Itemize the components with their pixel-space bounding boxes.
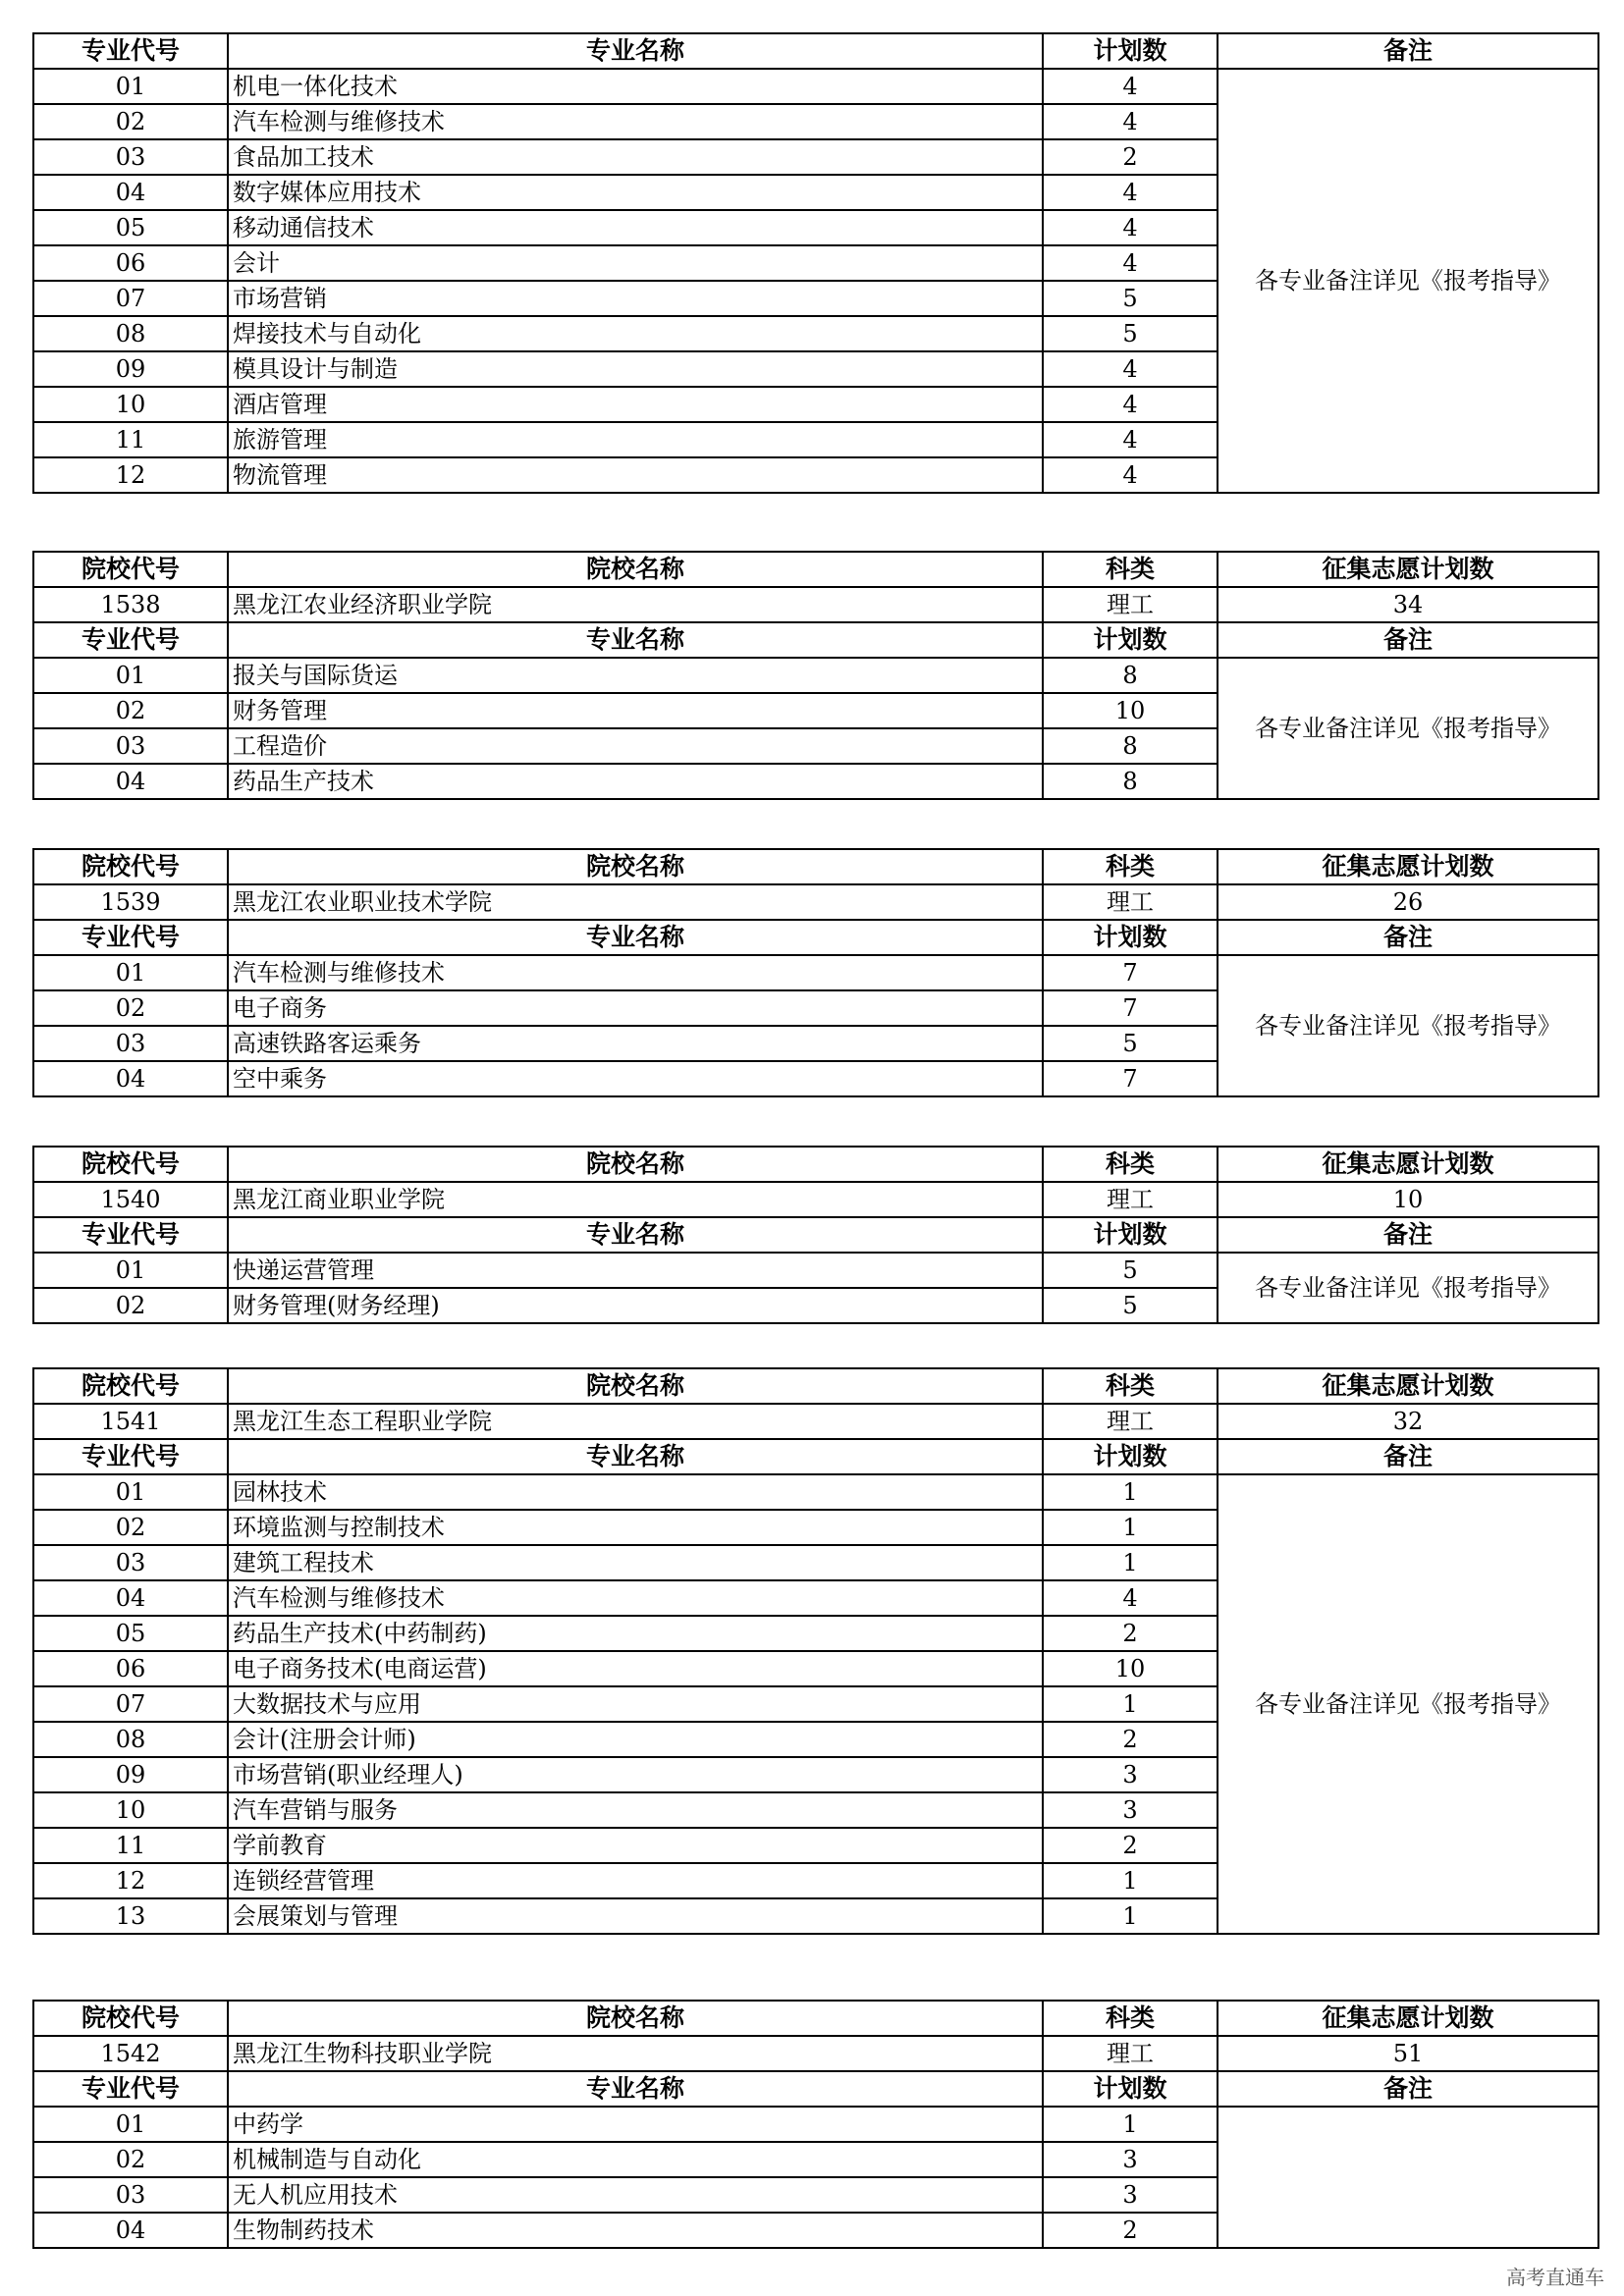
major-name: 酒店管理 — [228, 387, 1043, 422]
major-plan: 4 — [1043, 175, 1218, 210]
school-row — [33, 2036, 1598, 2071]
school-block — [32, 32, 1599, 494]
major-code-header: 专业代号 — [33, 2071, 228, 2107]
school-code-header: 院校代号 — [33, 1368, 228, 1404]
school-category: 理工 — [1043, 587, 1218, 622]
major-name: 大数据技术与应用 — [228, 1686, 1043, 1722]
major-row — [33, 2107, 1598, 2142]
major-plan: 4 — [1043, 351, 1218, 387]
major-header-row — [33, 1217, 1598, 1253]
plan-count-header: 计划数 — [1043, 1439, 1218, 1474]
major-plan: 1 — [1043, 1474, 1218, 1510]
school-code-header: 院校代号 — [33, 2001, 228, 2036]
major-plan: 1 — [1043, 1686, 1218, 1722]
school-name: 黑龙江农业职业技术学院 — [228, 884, 1043, 920]
major-code: 04 — [33, 1061, 228, 1096]
school-plan-total: 26 — [1218, 884, 1598, 920]
major-name-header: 专业名称 — [228, 622, 1043, 658]
school-name-header: 院校名称 — [228, 849, 1043, 884]
major-plan: 8 — [1043, 764, 1218, 799]
school-code-header: 院校代号 — [33, 552, 228, 587]
major-code: 01 — [33, 658, 228, 693]
major-name: 市场营销 — [228, 281, 1043, 316]
school-header-row — [33, 1368, 1598, 1404]
major-header-row — [33, 1439, 1598, 1474]
major-code: 07 — [33, 1686, 228, 1722]
major-plan: 10 — [1043, 1651, 1218, 1686]
major-code: 01 — [33, 1474, 228, 1510]
major-plan: 1 — [1043, 1545, 1218, 1580]
school-block — [32, 848, 1599, 1097]
major-header-row — [33, 622, 1598, 658]
school-plan-total: 51 — [1218, 2036, 1598, 2071]
school-header-row — [33, 2001, 1598, 2036]
school-name: 黑龙江商业职业学院 — [228, 1182, 1043, 1217]
major-plan: 8 — [1043, 658, 1218, 693]
major-name: 汽车检测与维修技术 — [228, 104, 1043, 139]
major-name: 市场营销(职业经理人) — [228, 1757, 1043, 1792]
major-name: 药品生产技术(中药制药) — [228, 1616, 1043, 1651]
school-header-row — [33, 849, 1598, 884]
major-name: 报关与国际货运 — [228, 658, 1043, 693]
school-plan-total: 34 — [1218, 587, 1598, 622]
major-code: 10 — [33, 1792, 228, 1828]
major-name: 机械制造与自动化 — [228, 2142, 1043, 2177]
plan-total-header: 征集志愿计划数 — [1218, 2001, 1598, 2036]
remark-cell — [1218, 2107, 1598, 2248]
major-plan: 4 — [1043, 1580, 1218, 1616]
major-name: 汽车检测与维修技术 — [228, 955, 1043, 990]
major-code: 11 — [33, 1828, 228, 1863]
major-code: 03 — [33, 139, 228, 175]
major-code: 10 — [33, 387, 228, 422]
major-name: 快递运营管理 — [228, 1253, 1043, 1288]
plan-count-header: 计划数 — [1043, 33, 1218, 69]
major-plan: 1 — [1043, 1898, 1218, 1934]
major-plan: 5 — [1043, 1026, 1218, 1061]
major-plan: 4 — [1043, 210, 1218, 245]
major-name: 旅游管理 — [228, 422, 1043, 457]
major-code-header: 专业代号 — [33, 622, 228, 658]
major-plan: 2 — [1043, 1828, 1218, 1863]
major-plan: 1 — [1043, 1863, 1218, 1898]
category-header: 科类 — [1043, 1368, 1218, 1404]
major-code: 03 — [33, 2177, 228, 2213]
school-row — [33, 884, 1598, 920]
major-code-header: 专业代号 — [33, 1217, 228, 1253]
major-plan: 3 — [1043, 2142, 1218, 2177]
major-code: 03 — [33, 728, 228, 764]
major-name: 连锁经营管理 — [228, 1863, 1043, 1898]
major-plan: 4 — [1043, 457, 1218, 493]
major-name-header: 专业名称 — [228, 2071, 1043, 2107]
major-code: 01 — [33, 2107, 228, 2142]
major-code: 07 — [33, 281, 228, 316]
school-header-row — [33, 1147, 1598, 1182]
school-code: 1538 — [33, 587, 228, 622]
major-code: 02 — [33, 990, 228, 1026]
major-plan: 8 — [1043, 728, 1218, 764]
school-row — [33, 587, 1598, 622]
remark-cell: 各专业备注详见《报考指导》 — [1218, 658, 1598, 799]
plan-count-header: 计划数 — [1043, 622, 1218, 658]
major-plan: 7 — [1043, 955, 1218, 990]
major-name: 电子商务 — [228, 990, 1043, 1026]
school-name-header: 院校名称 — [228, 552, 1043, 587]
major-plan: 1 — [1043, 2107, 1218, 2142]
remark-header: 备注 — [1218, 33, 1598, 69]
major-code: 04 — [33, 764, 228, 799]
school-code: 1541 — [33, 1404, 228, 1439]
school-name: 黑龙江农业经济职业学院 — [228, 587, 1043, 622]
school-code: 1540 — [33, 1182, 228, 1217]
remark-cell: 各专业备注详见《报考指导》 — [1218, 955, 1598, 1096]
major-code: 06 — [33, 1651, 228, 1686]
major-plan: 5 — [1043, 281, 1218, 316]
major-name: 物流管理 — [228, 457, 1043, 493]
school-code-header: 院校代号 — [33, 849, 228, 884]
major-name: 园林技术 — [228, 1474, 1043, 1510]
major-name-header: 专业名称 — [228, 1439, 1043, 1474]
major-plan: 3 — [1043, 2177, 1218, 2213]
plan-total-header: 征集志愿计划数 — [1218, 1368, 1598, 1404]
major-plan: 5 — [1043, 1288, 1218, 1323]
major-name: 机电一体化技术 — [228, 69, 1043, 104]
major-name: 财务管理 — [228, 693, 1043, 728]
remark-header: 备注 — [1218, 1439, 1598, 1474]
school-row — [33, 1404, 1598, 1439]
major-plan: 2 — [1043, 2213, 1218, 2248]
category-header: 科类 — [1043, 552, 1218, 587]
major-name: 药品生产技术 — [228, 764, 1043, 799]
plan-total-header: 征集志愿计划数 — [1218, 849, 1598, 884]
major-name: 学前教育 — [228, 1828, 1043, 1863]
major-row — [33, 658, 1598, 693]
major-name: 生物制药技术 — [228, 2213, 1043, 2248]
category-header: 科类 — [1043, 2001, 1218, 2036]
major-name-header: 专业名称 — [228, 920, 1043, 955]
major-plan: 5 — [1043, 316, 1218, 351]
plan-count-header: 计划数 — [1043, 920, 1218, 955]
school-category: 理工 — [1043, 884, 1218, 920]
school-plan-total: 32 — [1218, 1404, 1598, 1439]
major-code: 04 — [33, 175, 228, 210]
category-header: 科类 — [1043, 849, 1218, 884]
school-category: 理工 — [1043, 2036, 1218, 2071]
school-block — [32, 551, 1599, 800]
remark-cell: 各专业备注详见《报考指导》 — [1218, 1253, 1598, 1323]
plan-total-header: 征集志愿计划数 — [1218, 1147, 1598, 1182]
major-code: 13 — [33, 1898, 228, 1934]
major-code: 08 — [33, 1722, 228, 1757]
major-name: 电子商务技术(电商运营) — [228, 1651, 1043, 1686]
major-plan: 4 — [1043, 387, 1218, 422]
major-name: 工程造价 — [228, 728, 1043, 764]
major-plan: 5 — [1043, 1253, 1218, 1288]
major-name: 无人机应用技术 — [228, 2177, 1043, 2213]
major-code: 02 — [33, 693, 228, 728]
major-code: 02 — [33, 2142, 228, 2177]
major-name: 汽车检测与维修技术 — [228, 1580, 1043, 1616]
major-name: 空中乘务 — [228, 1061, 1043, 1096]
school-category: 理工 — [1043, 1404, 1218, 1439]
major-row — [33, 1253, 1598, 1288]
major-code-header: 专业代号 — [33, 920, 228, 955]
major-code: 01 — [33, 1253, 228, 1288]
school-row — [33, 1182, 1598, 1217]
remark-cell: 各专业备注详见《报考指导》 — [1218, 69, 1598, 493]
remark-header: 备注 — [1218, 920, 1598, 955]
major-name: 数字媒体应用技术 — [228, 175, 1043, 210]
major-name: 会计 — [228, 245, 1043, 281]
major-header-row — [33, 920, 1598, 955]
plan-count-header: 计划数 — [1043, 2071, 1218, 2107]
school-name: 黑龙江生物科技职业学院 — [228, 2036, 1043, 2071]
major-name: 移动通信技术 — [228, 210, 1043, 245]
major-plan: 10 — [1043, 693, 1218, 728]
major-name: 焊接技术与自动化 — [228, 316, 1043, 351]
major-plan: 2 — [1043, 1722, 1218, 1757]
remark-cell: 各专业备注详见《报考指导》 — [1218, 1474, 1598, 1934]
school-code: 1539 — [33, 884, 228, 920]
major-plan: 4 — [1043, 245, 1218, 281]
major-code: 12 — [33, 1863, 228, 1898]
major-code: 05 — [33, 1616, 228, 1651]
major-plan: 4 — [1043, 422, 1218, 457]
major-name: 高速铁路客运乘务 — [228, 1026, 1043, 1061]
school-name-header: 院校名称 — [228, 1368, 1043, 1404]
school-plan-total: 10 — [1218, 1182, 1598, 1217]
major-name-header: 专业名称 — [228, 1217, 1043, 1253]
major-code: 03 — [33, 1026, 228, 1061]
major-header-row — [33, 33, 1598, 69]
major-code: 01 — [33, 69, 228, 104]
major-name: 建筑工程技术 — [228, 1545, 1043, 1580]
school-block — [32, 1367, 1599, 1935]
major-code: 11 — [33, 422, 228, 457]
major-code: 06 — [33, 245, 228, 281]
category-header: 科类 — [1043, 1147, 1218, 1182]
major-name: 会展策划与管理 — [228, 1898, 1043, 1934]
major-plan: 3 — [1043, 1792, 1218, 1828]
school-name-header: 院校名称 — [228, 1147, 1043, 1182]
plan-total-header: 征集志愿计划数 — [1218, 552, 1598, 587]
major-code-header: 专业代号 — [33, 1439, 228, 1474]
major-code: 05 — [33, 210, 228, 245]
major-plan: 2 — [1043, 139, 1218, 175]
major-name: 财务管理(财务经理) — [228, 1288, 1043, 1323]
major-code: 04 — [33, 1580, 228, 1616]
major-code-header: 专业代号 — [33, 33, 228, 69]
major-code: 04 — [33, 2213, 228, 2248]
major-code: 09 — [33, 1757, 228, 1792]
major-row — [33, 955, 1598, 990]
major-plan: 7 — [1043, 1061, 1218, 1096]
major-header-row — [33, 2071, 1598, 2107]
major-name: 汽车营销与服务 — [228, 1792, 1043, 1828]
school-code: 1542 — [33, 2036, 228, 2071]
major-plan: 1 — [1043, 1510, 1218, 1545]
major-name: 食品加工技术 — [228, 139, 1043, 175]
school-category: 理工 — [1043, 1182, 1218, 1217]
plan-count-header: 计划数 — [1043, 1217, 1218, 1253]
remark-header: 备注 — [1218, 622, 1598, 658]
major-name: 模具设计与制造 — [228, 351, 1043, 387]
major-plan: 4 — [1043, 104, 1218, 139]
major-code: 12 — [33, 457, 228, 493]
major-code: 08 — [33, 316, 228, 351]
school-header-row — [33, 552, 1598, 587]
major-plan: 7 — [1043, 990, 1218, 1026]
school-name: 黑龙江生态工程职业学院 — [228, 1404, 1043, 1439]
major-code: 01 — [33, 955, 228, 990]
major-row — [33, 1474, 1598, 1510]
major-code: 09 — [33, 351, 228, 387]
major-plan: 2 — [1043, 1616, 1218, 1651]
major-name-header: 专业名称 — [228, 33, 1043, 69]
major-code: 02 — [33, 104, 228, 139]
major-row — [33, 69, 1598, 104]
school-block — [32, 2000, 1599, 2249]
major-plan: 4 — [1043, 69, 1218, 104]
watermark: 高考直通车 — [1506, 2266, 1604, 2289]
school-code-header: 院校代号 — [33, 1147, 228, 1182]
remark-header: 备注 — [1218, 2071, 1598, 2107]
major-code: 02 — [33, 1288, 228, 1323]
major-code: 02 — [33, 1510, 228, 1545]
major-plan: 3 — [1043, 1757, 1218, 1792]
major-code: 03 — [33, 1545, 228, 1580]
major-name: 会计(注册会计师) — [228, 1722, 1043, 1757]
school-block — [32, 1146, 1599, 1324]
major-name: 中药学 — [228, 2107, 1043, 2142]
major-name: 环境监测与控制技术 — [228, 1510, 1043, 1545]
school-name-header: 院校名称 — [228, 2001, 1043, 2036]
remark-header: 备注 — [1218, 1217, 1598, 1253]
